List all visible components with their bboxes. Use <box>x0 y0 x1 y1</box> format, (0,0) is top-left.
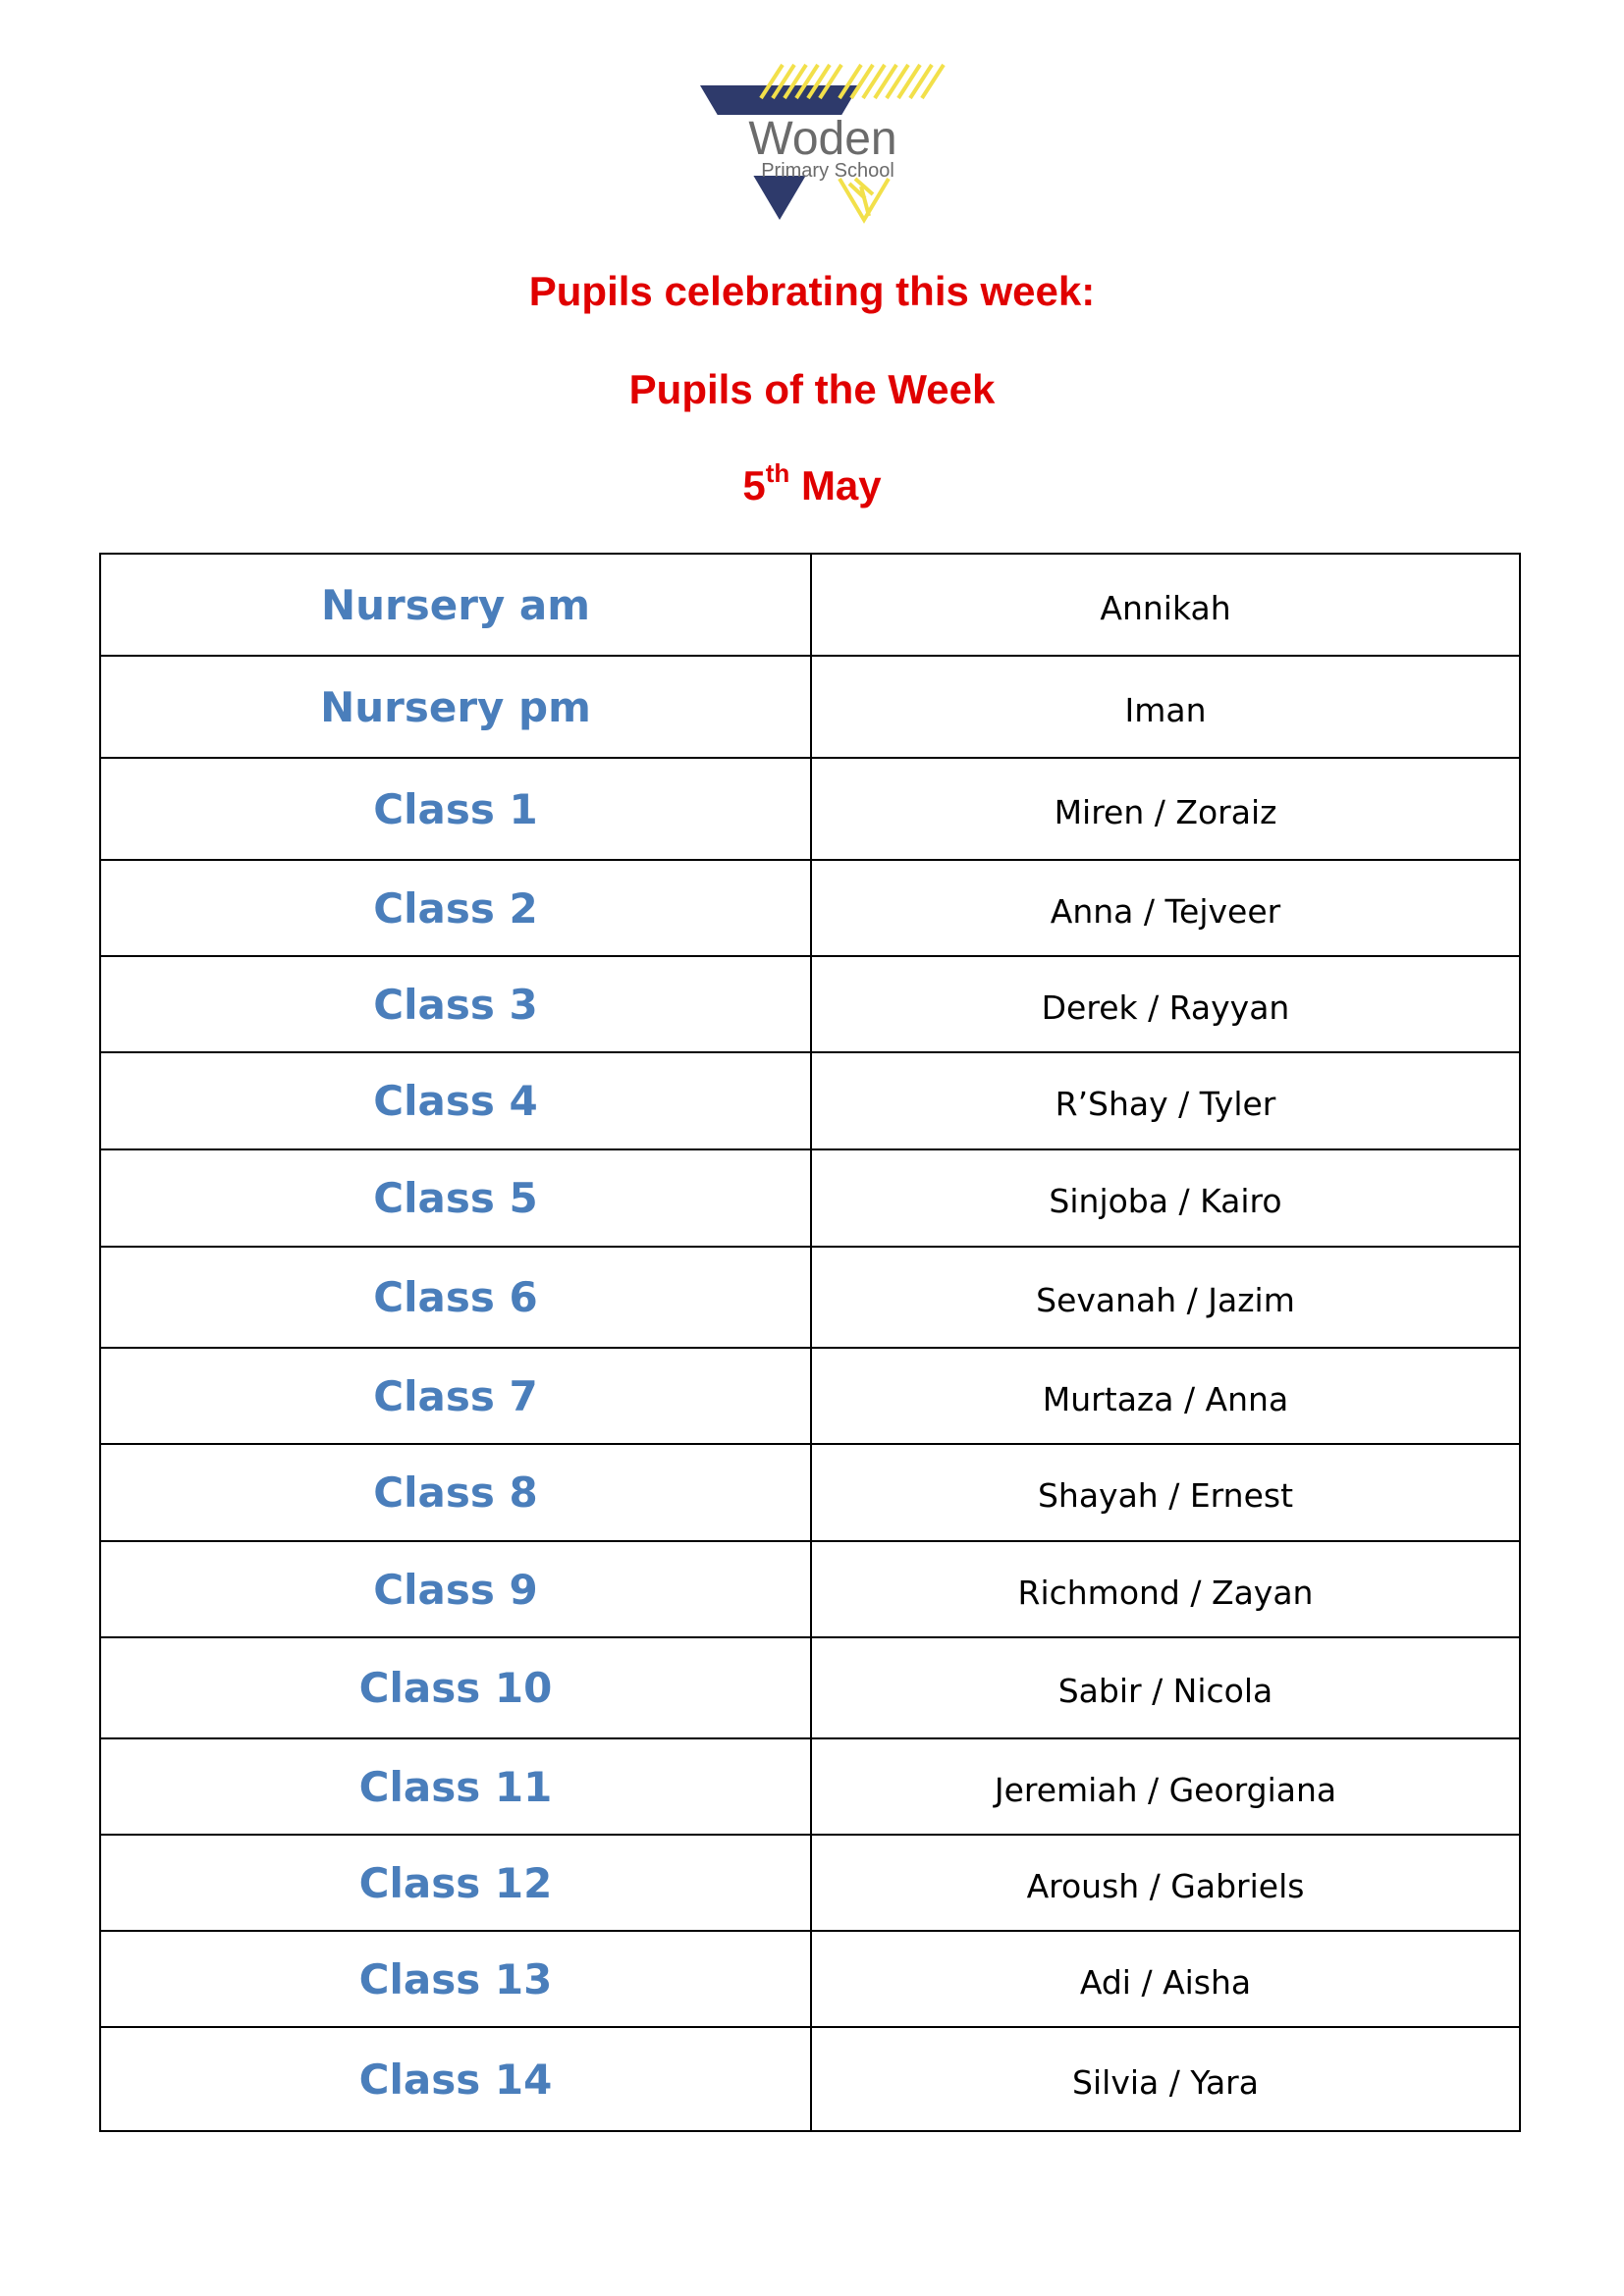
pupil-names: Silvia / Yara <box>1072 2062 1259 2102</box>
pupil-names: Annikah <box>1100 588 1231 627</box>
table-row <box>101 555 1519 657</box>
table-row <box>101 1836 1519 1932</box>
table-row <box>101 1349 1519 1445</box>
class-label: Nursery pm <box>101 657 812 757</box>
pupil-names: Iman <box>1124 690 1207 729</box>
class-label: Class 14 <box>101 2028 812 2130</box>
logo-subtitle: Primary School <box>761 160 894 182</box>
class-label: Class 13 <box>101 1932 812 2026</box>
class-label: Class 1 <box>101 759 812 859</box>
pupil-names: Jeremiah / Georgiana <box>994 1770 1337 1809</box>
class-label: Class 4 <box>101 1053 812 1148</box>
date-day: 5 <box>742 462 766 508</box>
heading-pupils-of-week: Pupils of the Week <box>628 366 996 412</box>
table-row <box>101 1248 1519 1349</box>
table-row <box>101 657 1519 759</box>
class-label: Class 8 <box>101 1445 812 1540</box>
pupil-names: Murtaza / Anna <box>1042 1379 1289 1418</box>
pupil-names: Richmond / Zayan <box>1017 1573 1314 1612</box>
table-row <box>101 1053 1519 1150</box>
pupil-names: Sevanah / Jazim <box>1036 1281 1295 1319</box>
pupils-table <box>99 553 1521 2132</box>
pupil-names: Aroush / Gabriels <box>1026 1866 1305 1905</box>
date-suffix: th <box>765 458 790 488</box>
heading-celebrating: Pupils celebrating this week: <box>528 268 1096 314</box>
table-row <box>101 1150 1519 1248</box>
pupil-names: Sabir / Nicola <box>1057 1672 1273 1710</box>
table-row <box>101 1638 1519 1739</box>
class-label: Class 11 <box>101 1739 812 1834</box>
school-logo <box>692 61 957 228</box>
date-month: May <box>800 462 882 508</box>
table-row <box>101 957 1519 1053</box>
pupil-names: Shayah / Ernest <box>1037 1476 1294 1515</box>
pupil-names: Anna / Tejveer <box>1050 891 1281 931</box>
table-row <box>101 1739 1519 1836</box>
class-label: Class 9 <box>101 1542 812 1636</box>
class-label: Class 3 <box>101 957 812 1051</box>
heading-date <box>0 458 1624 510</box>
class-label: Class 2 <box>101 861 812 955</box>
pupil-names: R’Shay / Tyler <box>1055 1085 1276 1123</box>
class-label: Class 5 <box>101 1150 812 1246</box>
pupil-names: Miren / Zoraiz <box>1054 792 1277 831</box>
table-row <box>101 1445 1519 1542</box>
table-row <box>101 759 1519 861</box>
pupil-names: Derek / Rayyan <box>1041 988 1290 1027</box>
table-row <box>101 2028 1519 2130</box>
class-label: Class 12 <box>101 1836 812 1930</box>
pupil-names: Adi / Aisha <box>1079 1962 1252 2002</box>
pupil-names: Sinjoba / Kairo <box>1049 1182 1282 1220</box>
table-row <box>101 1932 1519 2028</box>
table-row <box>101 1542 1519 1638</box>
class-label: Class 7 <box>101 1349 812 1443</box>
class-label: Class 6 <box>101 1248 812 1347</box>
logo-text: Woden <box>748 113 897 165</box>
class-label: Nursery am <box>101 555 812 655</box>
class-label: Class 10 <box>101 1638 812 1737</box>
table-row <box>101 861 1519 957</box>
